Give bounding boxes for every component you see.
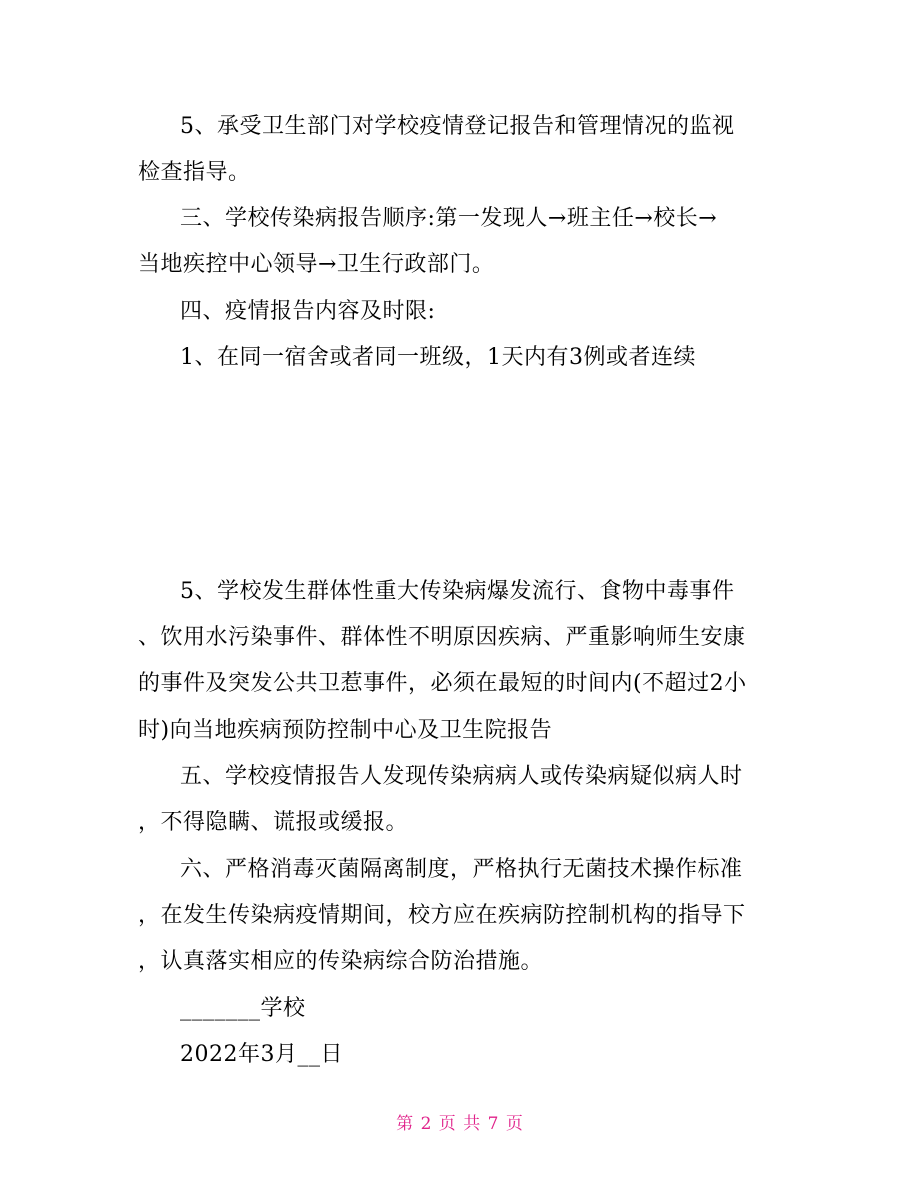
paragraph-line: 、饮用水污染事件、群体性不明原因疾病、严重影响师生安康 [138,625,746,650]
paragraph-line: 五、学校疫情报告人发现传染病病人或传染病疑似病人时 [180,764,743,789]
paragraph-line: 时)向当地疾病预防控制中心及卫生院报告 [138,718,553,743]
signature-date: 2022年3月__日 [180,1042,343,1067]
paragraph-line: ，不得隐瞒、谎报或缓报。 [138,810,409,835]
paragraph-line: 检查指导。 [138,160,251,185]
page-number-footer: 第 2 页 共 7 页 [396,1114,524,1134]
paragraph-line: 5、承受卫生部门对学校疫情登记报告和管理情况的监视 [180,114,735,139]
paragraph-line: 三、学校传染病报告顺序:第一发现人→班主任→校长→ [180,206,718,231]
paragraph-line: 1、在同一宿舍或者同一班级，1天内有3例或者连续 [180,345,696,370]
paragraph-line: 5、学校发生群体性重大传染病爆发流行、食物中毒事件 [180,579,735,604]
paragraph-line: 六、严格消毒灭菌隔离制度，严格执行无菌技术操作标准 [180,857,743,882]
paragraph-line: ，认真落实相应的传染病综合防治措施。 [138,949,544,974]
paragraph-line: 当地疾控中心领导→卫生行政部门。 [138,252,495,277]
paragraph-line: 四、疫情报告内容及时限: [180,299,436,324]
signature-school: _______学校 [180,996,306,1021]
paragraph-line: ，在发生传染病疫情期间，校方应在疾病防控制机构的指导下 [138,903,746,928]
paragraph-line: 的事件及突发公共卫惹事件，必须在最短的时间内(不超过2小 [138,671,747,696]
